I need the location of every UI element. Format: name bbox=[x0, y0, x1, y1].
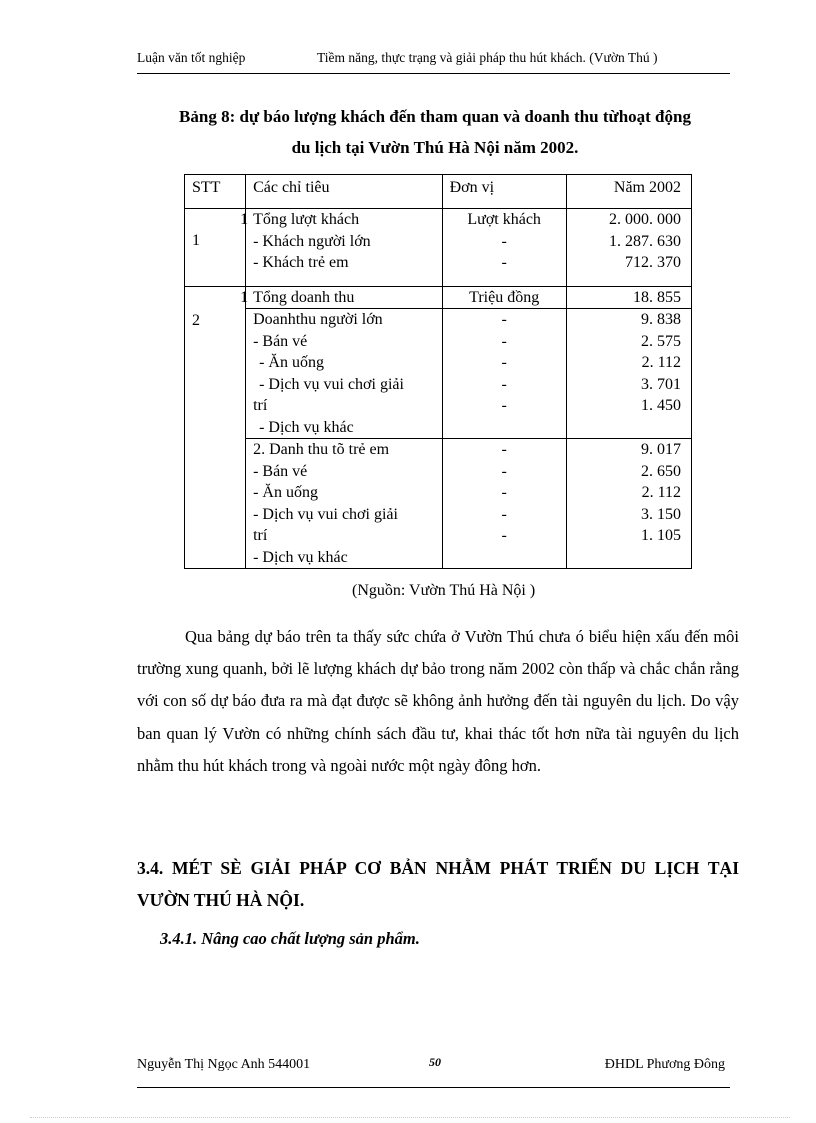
header-stt: STT bbox=[185, 175, 246, 209]
unit-line: - bbox=[501, 462, 507, 480]
table-row-visitors bbox=[185, 209, 692, 287]
value-line: 2. 575 bbox=[641, 332, 681, 350]
header-year: Năm 2002 bbox=[566, 175, 691, 209]
value-line: 3. 701 bbox=[641, 375, 681, 393]
row-unit bbox=[442, 309, 566, 439]
criteria-line: - Dịch vụ khác bbox=[253, 548, 348, 566]
table-row-revenue-child bbox=[185, 439, 692, 569]
subsection-heading: 3.4.1. Nâng cao chất lượng sản phẩm. bbox=[160, 929, 420, 948]
body-paragraph bbox=[137, 621, 739, 782]
row-criteria bbox=[246, 309, 442, 439]
row-unit bbox=[442, 439, 566, 569]
value-line: 1. 287. 630 bbox=[609, 232, 681, 250]
row-unit bbox=[442, 209, 566, 287]
table-title-line-2: du lịch tại Vườn Thú Hà Nội năm 2002. bbox=[291, 138, 579, 157]
criteria-line: - Bán vé bbox=[253, 332, 308, 350]
unit-line: - bbox=[501, 375, 507, 393]
row-value bbox=[566, 309, 691, 439]
footer-author: Nguyễn Thị Ngọc Anh 544001 bbox=[137, 1057, 311, 1072]
unit-line: - bbox=[501, 332, 507, 350]
row-value bbox=[566, 209, 691, 287]
value-line: 712. 370 bbox=[625, 254, 681, 271]
criteria-line: trí bbox=[253, 397, 268, 414]
section-heading: 3.4. MÉT SÈ GIẢI PHÁP CƠ BẢN NHẰM PHÁT TRIỂN DU LỊCH TẠI VƯỜN THÚ HÀ NỘI. bbox=[137, 858, 739, 910]
unit-line: - bbox=[501, 484, 507, 501]
paragraph-text: Qua bảng dự báo trên ta thấy sức chứa ở Vườn Thú chưa ó biểu hiện xấu đến môi trường xung quanh, bởi lẽ lượng khách dự bảo trong năm 2002 còn thấp và chắc chắn rằng với con số dự báo đưa ra mà đạt được sẽ không ảnh hưởng đến tài nguyên du lịch. Do vậy ban quan lý Vườn có những chính sách đầu tư, khai thác tốt hơn nữa tài nguyên du lịch nhằm thu hút khách trong và ngoài nước một ngày đông hơn. bbox=[137, 627, 739, 775]
criteria-line: Doanhthu người lớn bbox=[253, 311, 383, 328]
footer-school: ĐHDL Phương Đông bbox=[604, 1057, 725, 1072]
row-unit: Triệu đồng bbox=[442, 286, 566, 309]
criteria-line: - Ăn uống bbox=[259, 354, 324, 371]
value-line: 9. 017 bbox=[641, 441, 681, 458]
unit-line: - bbox=[501, 397, 507, 414]
unit-line: - bbox=[501, 505, 507, 523]
page-bottom-divider bbox=[30, 1117, 790, 1118]
unit-line: - bbox=[501, 527, 507, 544]
page-footer bbox=[137, 1057, 730, 1088]
value-line: 1. 105 bbox=[641, 527, 681, 544]
row-criteria bbox=[240, 209, 442, 287]
criteria-line: - Bán vé bbox=[253, 462, 308, 480]
header-unit: Đơn vị bbox=[442, 175, 566, 209]
table-source: (Nguồn: Vườn Thú Hà Nội ) bbox=[352, 582, 536, 599]
criteria-line: - Dịch vụ vui chơi giải bbox=[259, 375, 404, 393]
unit-line: Lượt khách bbox=[467, 211, 541, 228]
header-criteria: Các chỉ tiêu bbox=[246, 175, 442, 209]
page-number: 50 bbox=[429, 1055, 441, 1069]
row-criteria bbox=[246, 439, 442, 569]
criteria-line: - Dịch vụ vui chơi giải bbox=[253, 505, 398, 523]
value-line: 2. 112 bbox=[641, 354, 681, 371]
value-line: 2. 650 bbox=[641, 462, 681, 480]
criteria-line: - Khách người lớn bbox=[253, 232, 371, 250]
value-line: 2. 000. 000 bbox=[609, 211, 681, 228]
criteria-line: 2. Danh thu tõ trẻ em bbox=[253, 441, 390, 458]
criteria-line: - Dịch vụ khác bbox=[259, 418, 354, 436]
unit-line: - bbox=[501, 232, 507, 250]
value-line: 3. 150 bbox=[641, 505, 681, 523]
page-header bbox=[137, 50, 730, 74]
header-left: Luận văn tốt nghiệp bbox=[137, 50, 246, 65]
value-line: 2. 112 bbox=[641, 484, 681, 501]
row-value: 18. 855 bbox=[566, 286, 691, 309]
header-right: Tiềm năng, thực trạng và giải pháp thu hút khách. (Vườn Thú ) bbox=[317, 50, 658, 65]
table-row-revenue-total bbox=[185, 286, 692, 309]
row-marker: 1 bbox=[240, 211, 249, 228]
table-header-row bbox=[185, 175, 692, 209]
unit-line: - bbox=[501, 311, 507, 328]
value-line: 9. 838 bbox=[641, 311, 681, 328]
row-value bbox=[566, 439, 691, 569]
criteria-line: Tổng doanh thu bbox=[253, 288, 355, 306]
row-marker: 1 bbox=[240, 288, 249, 306]
table-title bbox=[130, 101, 740, 163]
unit-line: - bbox=[501, 254, 507, 271]
value-line: 1. 450 bbox=[641, 397, 681, 414]
criteria-line: - Khách trẻ em bbox=[253, 254, 349, 271]
row-criteria bbox=[240, 286, 442, 309]
criteria-line: trí bbox=[253, 527, 268, 544]
unit-line: - bbox=[501, 354, 507, 371]
criteria-line: - Ăn uống bbox=[253, 484, 318, 501]
forecast-table bbox=[184, 174, 692, 569]
table-row-revenue-adult bbox=[185, 309, 692, 439]
row-stt: 1 bbox=[185, 209, 246, 287]
row-stt: 2 bbox=[185, 286, 246, 569]
table-title-line-1: Bảng 8: dự báo lượng khách đến tham quan và doanh thu từhoạt động bbox=[179, 107, 691, 126]
criteria-line: Tổng lượt khách bbox=[253, 211, 360, 228]
unit-line: - bbox=[501, 441, 507, 458]
